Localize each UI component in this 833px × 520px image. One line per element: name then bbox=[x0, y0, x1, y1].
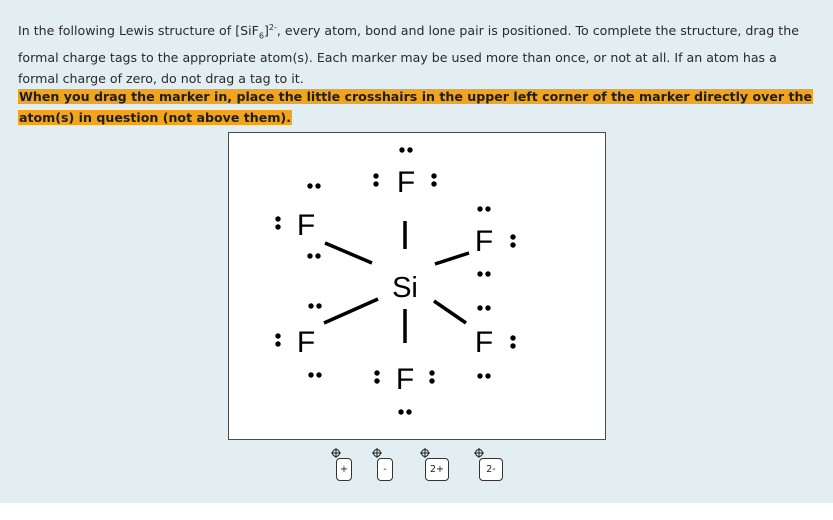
instructions-part: In the following Lewis structure of [SiF bbox=[18, 23, 259, 39]
highlight-text: When you drag the marker in, place the little crosshairs in the upper left corner of the marker directly over the atom(s) in question (not above them). bbox=[19, 89, 813, 125]
atom-si: Si bbox=[392, 272, 418, 304]
tag-minus-label: - bbox=[377, 458, 393, 481]
formula-superscript: 2- bbox=[268, 23, 277, 32]
formula-subscript: 6 bbox=[258, 31, 264, 41]
lewis-structure-drawing bbox=[229, 133, 605, 439]
instructions-bracket: ] bbox=[263, 23, 269, 39]
tag-plus[interactable] bbox=[331, 447, 355, 489]
tag-minus[interactable] bbox=[372, 447, 396, 489]
tag-two-minus-label: 2- bbox=[479, 458, 503, 481]
bond-lower-right bbox=[434, 301, 466, 323]
atom-f-upper-left: F bbox=[296, 209, 316, 242]
instructions-text bbox=[18, 17, 818, 89]
atom-f-bottom: F bbox=[395, 363, 415, 396]
tag-two-plus-label: 2+ bbox=[425, 458, 449, 481]
lewis-structure-canvas[interactable] bbox=[228, 132, 606, 440]
tag-plus-label: + bbox=[336, 458, 352, 481]
highlight-note bbox=[18, 86, 818, 128]
tag-two-minus[interactable] bbox=[474, 447, 506, 489]
bond-upper-right bbox=[435, 253, 469, 264]
atom-f-lower-right: F bbox=[474, 326, 494, 359]
atom-f-top: F bbox=[396, 166, 416, 199]
bond-lower-left bbox=[324, 299, 378, 323]
atom-f-lower-left: F bbox=[296, 326, 316, 359]
instructions-rest: , every atom, bond and lone pair is positioned. To complete the structure, drag the formal charge tags to the appropriate atom(s). Each marker may be used more than once, or not at all. If an atom has a formal charge of zero, do not drag a tag to it. bbox=[18, 23, 799, 86]
tag-two-plus[interactable] bbox=[420, 447, 452, 489]
bond-upper-left bbox=[325, 243, 372, 263]
atom-f-upper-right: F bbox=[474, 225, 494, 258]
